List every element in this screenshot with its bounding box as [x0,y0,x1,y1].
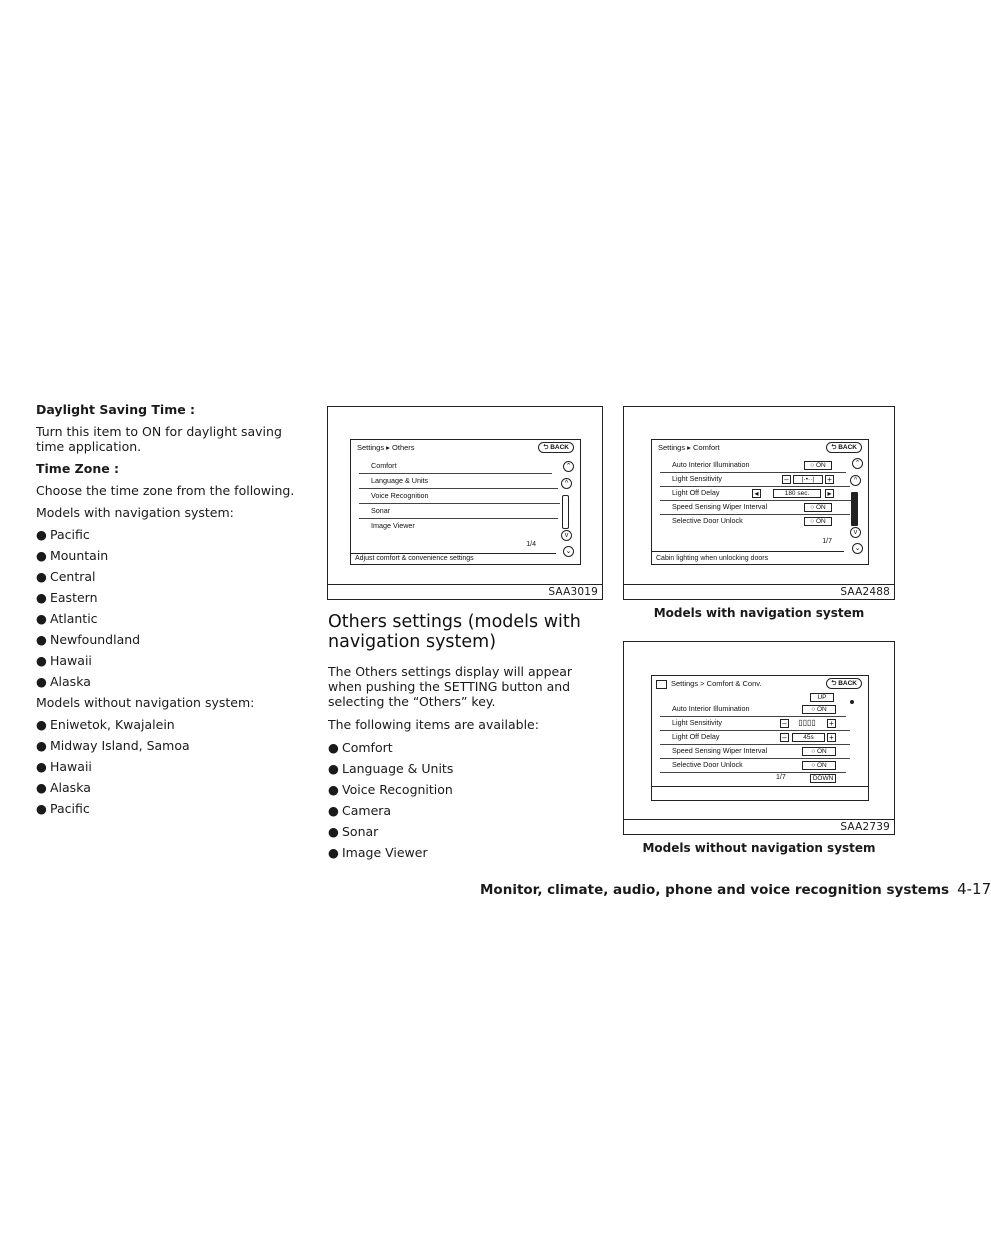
bullet-icon: ● [328,782,339,797]
bullet-icon: ● [36,548,47,563]
scroll-bottom-icon[interactable]: ⌄ [563,546,574,557]
bullet-icon: ● [328,740,339,755]
page-number: 4-17 [957,880,991,898]
others-item: ● Camera [328,803,392,818]
divider [624,819,894,820]
bullet-icon: ● [36,780,47,795]
delay-value: 45s [792,733,825,742]
arrow-left-icon[interactable]: ◂ [752,489,761,498]
bullet-icon: ● [36,717,47,732]
menu-item-image-viewer[interactable]: Image Viewer [371,521,415,530]
section-title: Others settings (models with navigation system) [328,612,581,652]
nonav-zone-item: ● Alaska [36,780,91,795]
figure-code: SAA3019 [548,586,598,598]
screen-title: Settings > Comfort & Conv. [656,679,762,689]
bullet-icon: ● [36,527,47,542]
nav-zone-item: ● Hawaii [36,653,92,668]
arrow-right-icon[interactable]: ▸ [825,489,834,498]
toggle-chip[interactable]: ○ ON [804,517,832,526]
divider [624,584,894,585]
figure-caption: Models without navigation system [642,841,876,855]
setting-row[interactable]: Light Sensitivity [660,472,850,487]
page-indicator: 1/4 [526,541,536,548]
nonav-zone-item: ● Hawaii [36,759,92,774]
toggle-chip[interactable]: ○ ON [804,461,832,470]
minus-icon[interactable]: – [780,719,789,728]
setting-row[interactable]: Selective Door Unlock [672,516,743,525]
figure-caption: Models with navigation system [653,606,865,620]
scroll-up-icon[interactable]: ^ [850,475,861,486]
setting-row[interactable]: Speed Sensing Wiper Interval [660,500,850,515]
figure-comfort-nonav-screen [623,641,895,835]
left-column [36,402,308,822]
back-button[interactable]: ⮌ BACK [826,442,862,453]
bullet-icon: ● [36,611,47,626]
bullet-icon: ● [36,801,47,816]
bullet-icon: ● [328,845,339,860]
nav-zone-item: ● Newfoundland [36,632,141,647]
plus-icon[interactable]: + [827,733,836,742]
sensitivity-slider[interactable]: |·•··| [793,475,823,484]
minus-icon[interactable]: – [780,733,789,742]
screen-footer: Adjust comfort & convenience settings [355,555,474,562]
others-screen [350,439,581,565]
menu-item-sonar[interactable]: Sonar [359,504,558,519]
scroll-top-icon[interactable]: ⌃ [852,458,863,469]
bullet-icon: ● [36,738,47,753]
bullet-icon: ● [36,759,47,774]
setting-row[interactable]: Light Sensitivity [660,716,850,731]
scroll-down-icon[interactable]: v [561,530,572,541]
back-button[interactable]: ⮌ BACK [826,678,862,689]
scroll-top-icon[interactable]: ⌃ [563,461,574,472]
scroll-down-icon[interactable]: v [850,527,861,538]
bullet-icon: ● [36,590,47,605]
scrollbar[interactable] [562,495,569,529]
nonav-zone-item: ● Midway Island, Samoa [36,738,190,753]
screen-footer: Cabin lighting when unlocking doors [656,555,769,562]
page-indicator: 1/7 [822,538,832,545]
divider [351,553,556,554]
back-button[interactable]: ⮌ BACK [538,442,574,453]
divider [652,551,844,552]
figure-code: SAA2488 [840,586,890,598]
comfort-nav-screen [651,439,869,565]
setting-row[interactable]: Selective Door Unlock [660,758,846,773]
nonav-zone-item: ● Eniwetok, Kwajalein [36,717,175,732]
bullet-icon: ● [328,824,339,839]
dst-heading: Daylight Saving Time : [36,402,196,417]
page-indicator: 1/7 [776,774,786,781]
divider [652,786,868,787]
setting-row[interactable]: Speed Sensing Wiper Interval [660,744,850,759]
scroll-up-icon[interactable]: ^ [561,478,572,489]
nonav-label: Models without navigation system: [36,695,255,710]
menu-item-voice-recognition[interactable]: Voice Recognition [359,489,560,504]
minus-icon[interactable]: – [782,475,791,484]
toggle-chip[interactable]: ○ ON [802,747,836,756]
screen-title: Settings ▸ Comfort [658,443,720,452]
delay-value: 180 sec. [773,489,821,498]
setting-row[interactable]: Auto Interior Illumination [660,458,846,473]
nav-zone-item: ● Pacific [36,527,90,542]
nav-zone-item: ● Atlantic [36,611,98,626]
bullet-icon: ● [36,632,47,647]
plus-icon[interactable]: + [825,475,834,484]
section-intro: The Others settings display will appear when pushing the SETTING button and selecting the “Others” key. [328,664,573,709]
bullet-icon: ● [328,803,339,818]
scroll-position-icon [850,700,854,704]
nav-label: Models with navigation system: [36,505,234,520]
others-item: ● Language & Units [328,761,454,776]
up-button[interactable]: UP [810,693,834,702]
divider [328,584,602,585]
bullet-icon: ● [36,569,47,584]
nav-zone-item: ● Central [36,569,96,584]
menu-item-comfort[interactable]: Comfort [359,459,552,474]
toggle-chip[interactable]: ○ ON [804,503,832,512]
setting-row[interactable]: Light Off Delay [660,486,852,501]
screen-title: Settings ▸ Others [357,443,415,452]
down-button[interactable]: DOWN [810,774,836,783]
nav-zone-item: ● Mountain [36,548,109,563]
section-others [328,612,603,866]
others-item: ● Sonar [328,824,379,839]
plus-icon[interactable]: + [827,719,836,728]
bullet-icon: ● [36,653,47,668]
dst-text: Turn this item to ON for daylight saving time application. [36,424,282,454]
settings-icon [656,680,667,689]
nonav-zone-item: ● Pacific [36,801,90,816]
setting-row[interactable]: Auto Interior Illumination [660,702,846,717]
page-footer [480,880,991,898]
figure-code: SAA2739 [840,821,890,833]
others-item: ● Voice Recognition [328,782,453,797]
setting-row[interactable]: Light Off Delay [660,730,850,745]
tz-heading: Time Zone : [36,461,120,476]
menu-item-language-units[interactable]: Language & Units [359,474,558,489]
figure-comfort-nav-screen [623,406,895,600]
bullet-icon: ● [328,761,339,776]
nav-zone-item: ● Eastern [36,590,98,605]
nav-zone-item: ● Alaska [36,674,91,689]
section-available: The following items are available: [328,717,539,732]
footer-title: Monitor, climate, audio, phone and voice recognition systems [480,882,950,898]
comfort-nonav-screen [651,675,869,801]
tz-text: Choose the time zone from the following. [36,483,295,498]
others-item: ● Image Viewer [328,845,428,860]
figure-others-screen [327,406,603,600]
sensitivity-bar: ▯▯▯▯ [792,719,822,728]
toggle-chip[interactable]: ○ ON [802,761,836,770]
toggle-chip[interactable]: ○ ON [802,705,836,714]
scrollbar[interactable] [851,492,858,526]
others-item: ● Comfort [328,740,393,755]
scroll-bottom-icon[interactable]: ⌄ [852,543,863,554]
bullet-icon: ● [36,674,47,689]
